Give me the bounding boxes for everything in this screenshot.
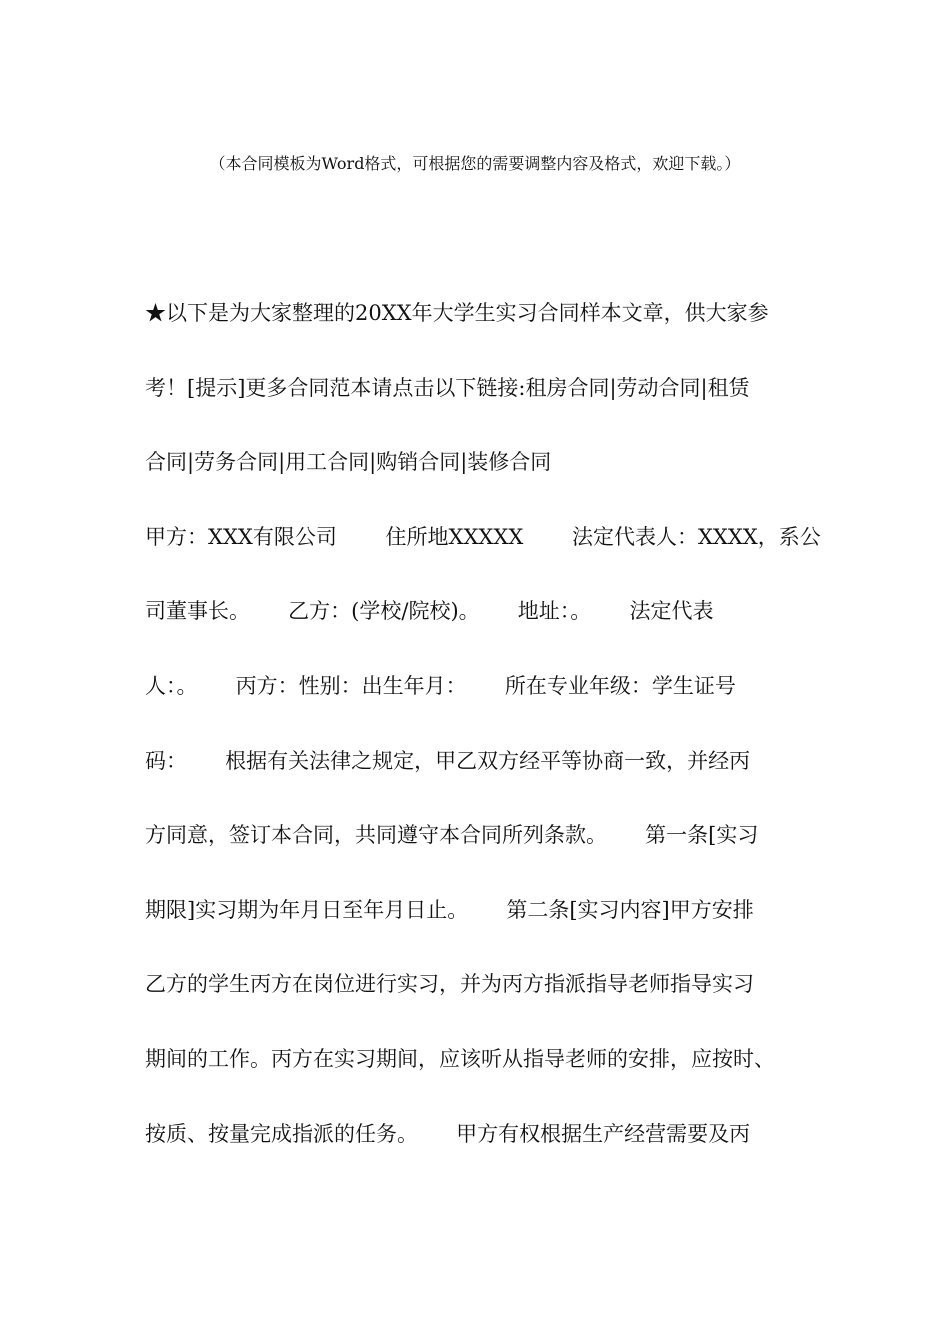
text-line: 码： 根据有关法律之规定，甲乙双方经平等协商一致，并经丙 — [145, 748, 751, 773]
contract-body — [145, 294, 821, 1189]
text-line: ★以下是为大家整理的20XX年大学生实习合同样本文章，供大家参 — [145, 301, 769, 325]
text-line: 期间的工作。丙方在实习期间，应该听从指导老师的安排，应按时、 — [145, 1046, 775, 1071]
text-line: 期限]实习期为年月日至年月日止。 第二条[实习内容]甲方安排 — [145, 897, 754, 922]
text-line: 人：。 丙方：性别：出生年月： 所在专业年级：学生证号 — [145, 673, 736, 698]
text-line: 乙方的学生丙方在岗位进行实习，并为丙方指派指导老师指导实习 — [145, 972, 754, 997]
text-line: 甲方：XXX有限公司 住所地XXXXX 法定代表人：XXXX，系公 — [145, 524, 821, 549]
text-line: 按质、按量完成指派的任务。 甲方有权根据生产经营需要及丙 — [145, 1121, 751, 1146]
text-line: 司董事长。 乙方：(学校/院校)。 地址：。 法定代表 — [145, 599, 714, 624]
text-line: 合同|劳务合同|用工合同|购销合同|装修合同 — [145, 450, 552, 475]
text-line: 考！[提示]更多合同范本请点击以下链接:租房合同|劳动合同|租赁 — [145, 375, 750, 400]
template-note: （本合同模板为Word格式，可根据您的需要调整内容及格式，欢迎下载。） — [209, 154, 741, 173]
text-line: 方同意，签订本合同，共同遵守本合同所列条款。 第一条[实习 — [145, 823, 759, 848]
